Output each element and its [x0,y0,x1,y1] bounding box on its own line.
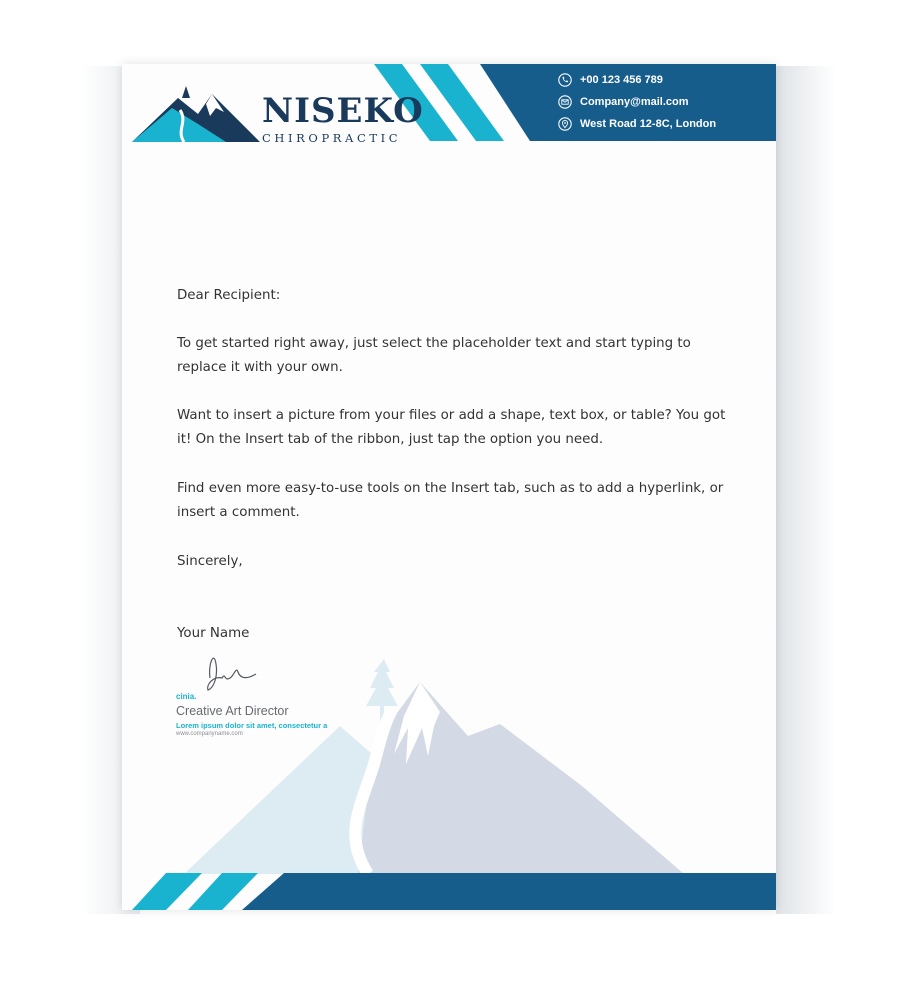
paragraph-2: Want to insert a picture from your files or add a shape, text box, or table? You got it! On the Insert tab of the ribbon, just tap the option you need. [177,408,726,447]
signature-lorem: Lorem ipsum dolor sit amet, consectetur a [176,721,328,730]
location-pin-icon [558,117,572,131]
contact-address-text: West Road 12-8C, London [580,118,717,130]
page-shadow-right [776,66,836,914]
salutation: Dear Recipient: [177,288,281,303]
contact-email-text: Company@mail.com [580,96,689,108]
paragraph-1: To get started right away, just select the placeholder text and start typing to replace it with your own. [177,336,691,375]
phone-icon [558,73,572,87]
logo-mountain-icon [132,86,260,142]
signature-website[interactable]: www.companyname.com [176,731,243,737]
signer-name: Your Name [177,626,250,641]
signature-scribble [208,658,256,690]
email-icon [558,95,572,109]
letterhead-sheet [122,64,776,910]
contact-phone-text: +00 123 456 789 [580,74,663,86]
brand-name: NISEKO [262,91,424,131]
footer-stripe-2 [188,873,258,910]
contact-phone[interactable] [558,69,663,91]
contact-email[interactable] [558,91,689,113]
signature-tag: cinia. [176,692,197,701]
footer-band [242,873,776,910]
signature-title: Creative Art Director [176,704,289,718]
contact-address[interactable] [558,113,716,135]
footer-stripe-1 [132,873,202,910]
background-mountains-icon [184,659,684,874]
brand-subtitle: CHIROPRACTIC [262,131,402,145]
paragraph-3: Find even more easy-to-use tools on the Insert tab, such as to add a hyperlink, or insert a comment. [177,481,724,520]
closing: Sincerely, [177,554,243,569]
